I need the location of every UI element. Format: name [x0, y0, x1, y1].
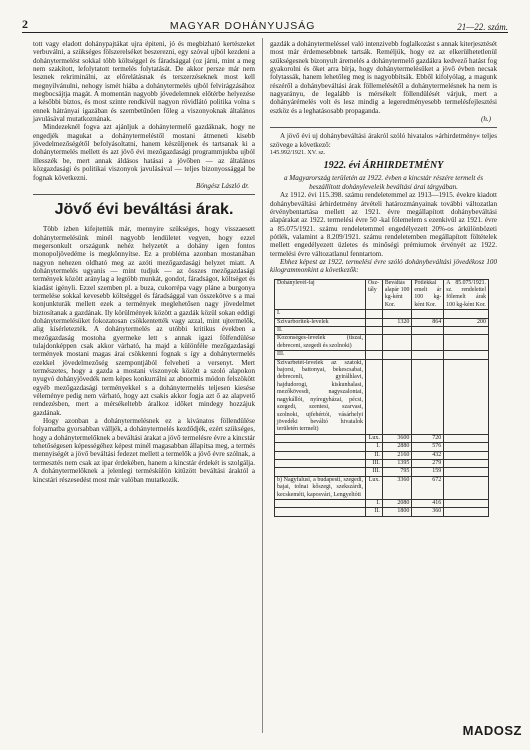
- row-value-surcharge: [412, 327, 444, 335]
- row-value-base: [382, 351, 412, 359]
- row-class: III.: [366, 459, 383, 467]
- article-signature: Böngész László dr.: [195, 181, 249, 190]
- row-class: III.: [366, 468, 383, 476]
- table-header-row: [275, 279, 489, 310]
- row-label: III.: [275, 351, 366, 359]
- page-number: 2: [22, 17, 28, 31]
- row-class: I.: [366, 443, 383, 451]
- row-value-surcharge: 279: [412, 459, 444, 467]
- table-row: [275, 468, 489, 476]
- row-label: [275, 468, 366, 476]
- row-label: Szivarbetét-levelek az szatoki, bajorsi, battonyai, bekescsabai, debrecenli, gyirálhlavi, hajdudorogi, kiskunhalasi, mezőkövesdi, nagyszalontai, nagykállói, nyíregyházai, pécsi, szegedi, szentesi, szarvasi, szolnoki, ujfehértói, vásárhelyi jövedéki beváltó hivatalok területén termelt): [275, 359, 366, 434]
- row-value-surcharge: 159: [412, 468, 444, 476]
- article-paragraph: Hogy azonban a dohánytermelésnek ez a kivánatos föllendülése folyamatba gyorsabban válljék, a dohánytermelés kezdődjék, ezért szükséges, hogy a dohánytermelőknek a beváltási árakat a jövő termelésre évre a kincstár tehetőségesen képességéhez képest minél magasabban állapitsa meg, a termés mennyiségét a jövő beváltási fedezet mellett a termelők a jövő évre szólnak, a termesztés nem csak az ipar érdekében, hanem a kincstár érdekét is szolgálja. A dohánytermelőknek a jelenlegi terméskülön kitűzött beváltási áraktól a kincstári részesedést most már valóban mutatkozik.: [33, 417, 255, 484]
- row-value-surcharge: 576: [412, 443, 444, 451]
- announcement-title: 1922. évi ÁRHIRDETMÉNY: [323, 160, 444, 172]
- page-header: [22, 14, 508, 33]
- separator: [270, 127, 497, 128]
- table-row: [275, 351, 489, 359]
- decree-number: 145.992/1921. XV. sz.: [270, 149, 326, 157]
- row-class: [366, 327, 383, 335]
- row-label: b) Nagyfalusi, a budapesti, szegedi, bajai, tolnai kőszegi, szekszárdi, kecskeméti, kaposvári, Lengyeltóti: [275, 476, 366, 499]
- table-row: [275, 443, 489, 451]
- row-value-base: 3600: [382, 434, 412, 442]
- table-row: [275, 327, 489, 335]
- row-label: Szivarboritek-levelek: [275, 318, 366, 326]
- table-header: Dohánylevél-faj: [275, 279, 366, 310]
- article-paragraph: gazdák a dohánytermeléssel való intenzivebb foglalkozást s annak kiterjesztését most már érdemesebbnek tartsák. Reméljük, hogy ez az elkerülhetetlenül szükségesnek bizonyult áremelés a dohánytermelő gazdákra kedvező hatást fog gyakorolni és őket arra bírja, hogy dohánytermelésüket a jövő évben necsak folytassák, hanem lehetőleg meg is nagyobbítsák. Ebből kifolyólag, a magunk részéről a dohánybeváltási árak föllemelésétől a dohánytermelésnek ha nem is nagyarányu, de legalább is mérsékelt föllendülését várjuk, mert a dohányárémelés volt és lesz mindig a legeredményesebb termelésfejlesztési eszköz és a leghatásosabb propaganda.: [270, 40, 497, 115]
- row-value-base: [382, 335, 412, 351]
- issue-number: 21—22. szám.: [457, 22, 508, 32]
- article-paragraph: tott vagy eladott dohánypajtákat ujra épiteni, jó és megbizható kertészeket verbuválni, a szükséges fölszerelséket beszerezni, egy szóval ujból kezdeni a dohánytermelést sokkal több költséggel és fáradsággal (oz járni, mint a meg nem szakított, lefolytatott termelés folytatását. De akkor persze már nem lesznek rekriminálni, az előrelátásnak és terszerzéseknek most kell megnyilvánulni, nehogy ismét hiába a dohánytermelés ujból felvirágzásához megbocsájtja magát. A momentán nagyobb jövedelemnek előtérbe helyezése a későbbi biztos, és most szinte rendkívül nagyon rövidlátó politika volna s ennek hátrányai igazában és szembetűnően főleg a viszonyoknak általános javulásával mutatkoznának.: [33, 40, 255, 124]
- row-label: II.: [275, 327, 366, 335]
- watermark: MADOSZ: [462, 723, 522, 738]
- row-value-raised: [444, 434, 489, 442]
- row-value-surcharge: [412, 351, 444, 359]
- row-value-raised: [444, 468, 489, 476]
- row-label: [275, 459, 366, 467]
- row-label: [275, 443, 366, 451]
- article-paragraph: A jövő évi uj dohánybeváltási árakról szóló hivatalos »árhirdetmény« teljes szövege a következő:: [270, 132, 497, 149]
- row-value-raised: [444, 499, 489, 507]
- row-value-raised: [444, 476, 489, 499]
- price-table: [274, 279, 489, 517]
- table-header: Pótlékkal emelt ár 100 kg-ként Kor.: [412, 279, 444, 310]
- row-label: I.: [275, 310, 366, 318]
- row-class: [366, 310, 383, 318]
- row-value-base: [382, 359, 412, 434]
- row-value-surcharge: 360: [412, 508, 444, 516]
- row-label: [275, 499, 366, 507]
- row-value-surcharge: 432: [412, 451, 444, 459]
- row-class: [366, 351, 383, 359]
- row-value-raised: [444, 310, 489, 318]
- table-row: [275, 499, 489, 507]
- table-header: Osz-tály: [366, 279, 383, 310]
- table-row: [275, 310, 489, 318]
- row-value-surcharge: [412, 310, 444, 318]
- row-value-surcharge: 864: [412, 318, 444, 326]
- announcement-body: Ehhez képest az 1922. termelési évre szóló dohánybeváltási jövedékosz 100 kilogrammonkint a következők:: [270, 257, 497, 275]
- row-value-surcharge: 720: [412, 434, 444, 442]
- table-row: [275, 359, 489, 434]
- row-value-raised: [444, 327, 489, 335]
- row-value-base: 1395: [382, 459, 412, 467]
- row-value-surcharge: 672: [412, 476, 444, 499]
- row-class: [366, 335, 383, 351]
- row-value-raised: [444, 508, 489, 516]
- row-value-raised: [444, 451, 489, 459]
- row-label: [275, 508, 366, 516]
- left-column: [33, 40, 255, 484]
- row-class: [366, 359, 383, 434]
- row-class: I.: [366, 499, 383, 507]
- row-value-raised: [444, 359, 489, 434]
- table-row: [275, 476, 489, 499]
- table-header: Beváltás alapár 100 kg-ként Kor.: [382, 279, 412, 310]
- row-value-base: 795: [382, 468, 412, 476]
- column-divider: [262, 38, 263, 733]
- row-class: II.: [366, 508, 383, 516]
- row-value-surcharge: [412, 335, 444, 351]
- right-column: [270, 40, 497, 517]
- row-value-base: 2160: [382, 451, 412, 459]
- row-value-raised: 200: [444, 318, 489, 326]
- row-value-surcharge: [412, 359, 444, 434]
- table-row: [275, 335, 489, 351]
- row-value-raised: [444, 443, 489, 451]
- row-class: [366, 318, 383, 326]
- row-value-base: 1800: [382, 508, 412, 516]
- announcement-body: Az 1912. évi 115.398. számu rendeletemmel az 1913—1915. évekre kiadott dohánybeváltási árhirdetmény átvételi határozmányainak további változatlan érvénybentartása mellett az 1921. évre megállapított dohánybeváltási alapárakat az 1922. termelési évre 50 -kal fölemelem s ezenkivül az 1921. évre a 85.075/1921. számu rendeletemmel engedélyezett 20%-os árkülönbözeti pótlék, valamint a 8.209/1921. számu rendeletemben megállapított föltételek mellett engedélyezett üzletes és minőségi prémiumok érvényét az 1922. termelési évre változatlanul fenntartom.: [270, 191, 497, 258]
- article-paragraph: Több izben kifejtettük már, mennyire szükséges, hogy visszaesett dohánytermelésünk minél nagyobb lendületet vegyen, hogy ezzel megersonkult országunk nehéz helyzetét a dohány igen fontos monopoljövedéme is megkönnyítse. Ez a probléma azonban mostanában nagyon nehezen oldható meg az azóti mezőgazdasági helyzet miatt. A dohánytermelés ugyanis — mint tudjuk — az összes mezőgazdasági termények között aránylag a legtöbb munkát, gondot, fáradságot, költséget és kiadást igényli. Ezzel szemben pl. a buza, cukorrépa vagy pláne a burgonya termelése sokkal kevesebb költséggel és fáradsággal van összekötve s a mai konjunkturák mellett ezek a termények meglehetősen nagy jövedelmet biztosítanak a gazdának. Ily körülmények között a gazdák közül sokan eddigi dohánytermelésüket fokozatosan csökkentették vagy azzal, mint ujtermelők, alig kísérletezték. A dohánytermelés az utóbbi kritikus években a mezőgazdaság mostoha gyermeke lett s annak igazi fölfendülése tulajdonképpen csak akkor várható, ha majd a különféle mezőgazdasági termények mostani magas árai csökkenni fognak s így a dohánytermelés ezekkel jövedelmezőség szempontjából felvehetí a versenyt. Mert természetes, hogy a gazda a mostani viszonyok között a szoló alapokon nyugvó dohányjövedék nem képes konkurrálni az abnormis módon felszökött egyéb mezőgazdasági terményekkel s a dohánytermelés teljesen kiesése véleménye pedig nem várható, hogy azt csakis akkor fogja azt ő az alapvető rendezésben, mert a mérsékeltebb áralkoz időket mindegy hozzájuk gazdának.: [33, 225, 255, 417]
- row-value-base: 2080: [382, 499, 412, 507]
- journal-title: MAGYAR DOHÁNYUJSÁG: [169, 20, 316, 32]
- table-row: [275, 508, 489, 516]
- row-value-raised: [444, 351, 489, 359]
- table-header: A 85.075/1921. sz. rendelettel fölemelt árak 100 kg-ként Kor.: [444, 279, 489, 310]
- row-value-surcharge: 416: [412, 499, 444, 507]
- row-label: [275, 434, 366, 442]
- table-row: [275, 459, 489, 467]
- row-value-base: 3360: [382, 476, 412, 499]
- row-label: Kozonséges-levelek (tiszai, debreceni, szegedi és szolnoki): [275, 335, 366, 351]
- row-value-base: [382, 327, 412, 335]
- row-class: Lux.: [366, 434, 383, 442]
- announcement-subtitle: a Magyarország területén az 1922. évben a kincstár részére termelt és beszállított dohányleveleik beváltási árai tárgyában.: [283, 174, 484, 191]
- row-class: II.: [366, 451, 383, 459]
- row-value-base: [382, 310, 412, 318]
- table-row: [275, 434, 489, 442]
- table-row: [275, 318, 489, 326]
- separator: [33, 194, 255, 195]
- row-label: [275, 451, 366, 459]
- article-paragraph: Mindezeknél fogva azt ajánljuk a dohánytermelő gazdáknak, hogy ne engedjék magukat a dohánytermeléstől mostani átmeneti kisebb jövedelmezőségétől befolyásoltatni, hanem készüljenek és tartsanak ki a dohánytermelés mellett és azt jövő évi mezőgazdasági programmjukba ujból illesszék be, mert annak áldásos hatásai a jövőben — az általános közgazdasági és politikai viszonyok javulásával — teljes bizonyossággal be fognak következni.: [33, 123, 255, 182]
- article-title: Jövő évi beváltási árak.: [54, 201, 234, 219]
- row-class: Lux.: [366, 476, 383, 499]
- row-value-base: 1320: [382, 318, 412, 326]
- table-row: [275, 451, 489, 459]
- row-value-raised: [444, 335, 489, 351]
- article-signature: (h.): [480, 115, 491, 124]
- row-value-base: 2880: [382, 443, 412, 451]
- row-value-raised: [444, 459, 489, 467]
